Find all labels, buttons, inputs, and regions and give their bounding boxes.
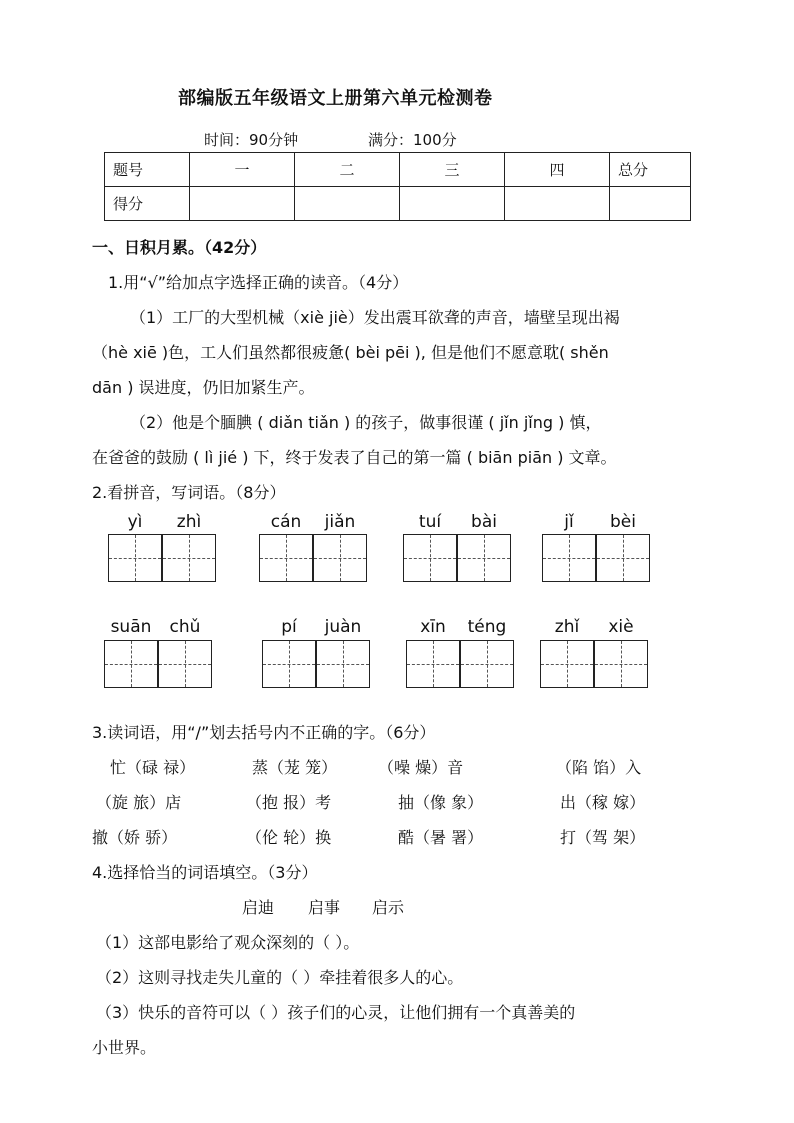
word-choice: （陷 馅）入	[556, 758, 642, 777]
exam-time: 时间：90分钟	[204, 131, 299, 149]
fill-blank-sentence: （2）这则寻找走失儿童的（ ）牵挂着很多人的心。	[96, 968, 464, 987]
pinyin-label: pí	[281, 617, 297, 637]
word-choice: （伦 轮）换	[246, 828, 332, 847]
writing-grid-box[interactable]	[406, 640, 460, 688]
writing-grid-box[interactable]	[313, 534, 367, 582]
score-cell[interactable]	[505, 187, 610, 221]
writing-grid-box[interactable]	[104, 640, 158, 688]
word-choice: （抱 报）考	[246, 793, 332, 812]
score-header-cell: 四	[505, 153, 610, 187]
writing-grid-box[interactable]	[540, 640, 594, 688]
pinyin-label: zhì	[176, 512, 202, 532]
word-choice: 打（驾 架）	[560, 828, 646, 847]
score-row-label: 得分	[105, 187, 190, 221]
pinyin-label: tuí	[418, 512, 442, 532]
writing-grid-box[interactable]	[262, 640, 316, 688]
fill-blank-sentence: （3）快乐的音符可以（ ）孩子们的心灵，让他们拥有一个真善美的	[96, 1003, 576, 1022]
writing-grid-box[interactable]	[403, 534, 457, 582]
word-choice: 抽（像 象）	[398, 793, 484, 812]
writing-grid-box[interactable]	[594, 640, 648, 688]
pinyin-label: jǐ	[564, 512, 574, 532]
pinyin-label: xīn	[420, 617, 446, 637]
word-option: 启示	[372, 898, 405, 917]
writing-grid-box[interactable]	[460, 640, 514, 688]
fill-blank-sentence: （1）这部电影给了观众深刻的（ ）。	[96, 933, 360, 952]
section-heading: 一、日积月累。（42分）	[92, 238, 267, 257]
score-header-cell: 一	[190, 153, 295, 187]
q1-paragraph-line: （2）他是个腼腆 ( diǎn tiǎn ) 的孩子，做事很谨 ( jǐn jǐng ) 慎，	[130, 413, 602, 432]
question-prompt: 1.用“√”给加点字选择正确的读音。（4分）	[108, 273, 409, 292]
word-choice: （噪 燥）音	[378, 758, 464, 777]
score-cell[interactable]	[190, 187, 295, 221]
score-cell[interactable]	[295, 187, 400, 221]
word-option: 启事	[308, 898, 341, 917]
pinyin-label: juàn	[324, 617, 362, 637]
pinyin-label: suān	[110, 617, 152, 637]
q1-paragraph-line: dān ) 误进度，仍旧加紧生产。	[92, 378, 315, 397]
score-cell[interactable]	[610, 187, 691, 221]
full-score: 满分：100分	[368, 131, 457, 149]
writing-grid-box[interactable]	[457, 534, 511, 582]
q1-paragraph-line: （1）工厂的大型机械（xiè jiè）发出震耳欲聋的声音，墙壁呈现出褐	[130, 308, 620, 327]
pinyin-label: zhǐ	[554, 617, 580, 637]
page-title: 部编版五年级语文上册第六单元检测卷	[178, 88, 493, 109]
score-header-cell: 题号	[105, 153, 190, 187]
question-prompt: 3.读词语，用“/”划去括号内不正确的字。（6分）	[92, 723, 436, 742]
writing-grid-box[interactable]	[162, 534, 216, 582]
pinyin-label: bèi	[610, 512, 636, 532]
pinyin-label: bài	[471, 512, 497, 532]
pinyin-label: yì	[127, 512, 143, 532]
word-choice: 忙（碌 禄）	[110, 758, 196, 777]
score-table	[104, 152, 691, 221]
word-choice: 酷（暑 署）	[398, 828, 484, 847]
word-choice: 蒸（茏 笼）	[252, 758, 338, 777]
score-cell[interactable]	[400, 187, 505, 221]
fill-blank-sentence: 小世界。	[92, 1038, 157, 1057]
q1-paragraph-line: （hè xiē )色，工人们虽然都很疲惫( bèi pēi ), 但是他们不愿意耽( shěn	[92, 343, 609, 362]
pinyin-label: xiè	[608, 617, 634, 637]
score-header-cell: 二	[295, 153, 400, 187]
word-option: 启迪	[242, 898, 275, 917]
pinyin-label: cán	[270, 512, 302, 532]
writing-grid-box[interactable]	[108, 534, 162, 582]
score-header-cell: 三	[400, 153, 505, 187]
score-header-cell: 总分	[610, 153, 691, 187]
writing-grid-box[interactable]	[316, 640, 370, 688]
pinyin-label: jiǎn	[324, 512, 356, 532]
pinyin-label: téng	[467, 617, 507, 637]
word-choice: （旋 旅）店	[96, 793, 182, 812]
word-choice: 出（稼 嫁）	[560, 793, 646, 812]
writing-grid-box[interactable]	[259, 534, 313, 582]
word-choice: 撤（娇 骄）	[92, 828, 178, 847]
q1-paragraph-line: 在爸爸的鼓励 ( lì jié ) 下，终于发表了自己的第一篇 ( biān piān ) 文章。	[92, 448, 617, 467]
question-prompt: 2.看拼音，写词语。（8分）	[92, 483, 286, 502]
score-table-header-row	[105, 153, 691, 187]
writing-grid-box[interactable]	[596, 534, 650, 582]
score-table-score-row	[105, 187, 691, 221]
writing-grid-box[interactable]	[158, 640, 212, 688]
writing-grid-box[interactable]	[542, 534, 596, 582]
pinyin-label: chǔ	[169, 617, 201, 637]
question-prompt: 4.选择恰当的词语填空。（3分）	[92, 863, 318, 882]
